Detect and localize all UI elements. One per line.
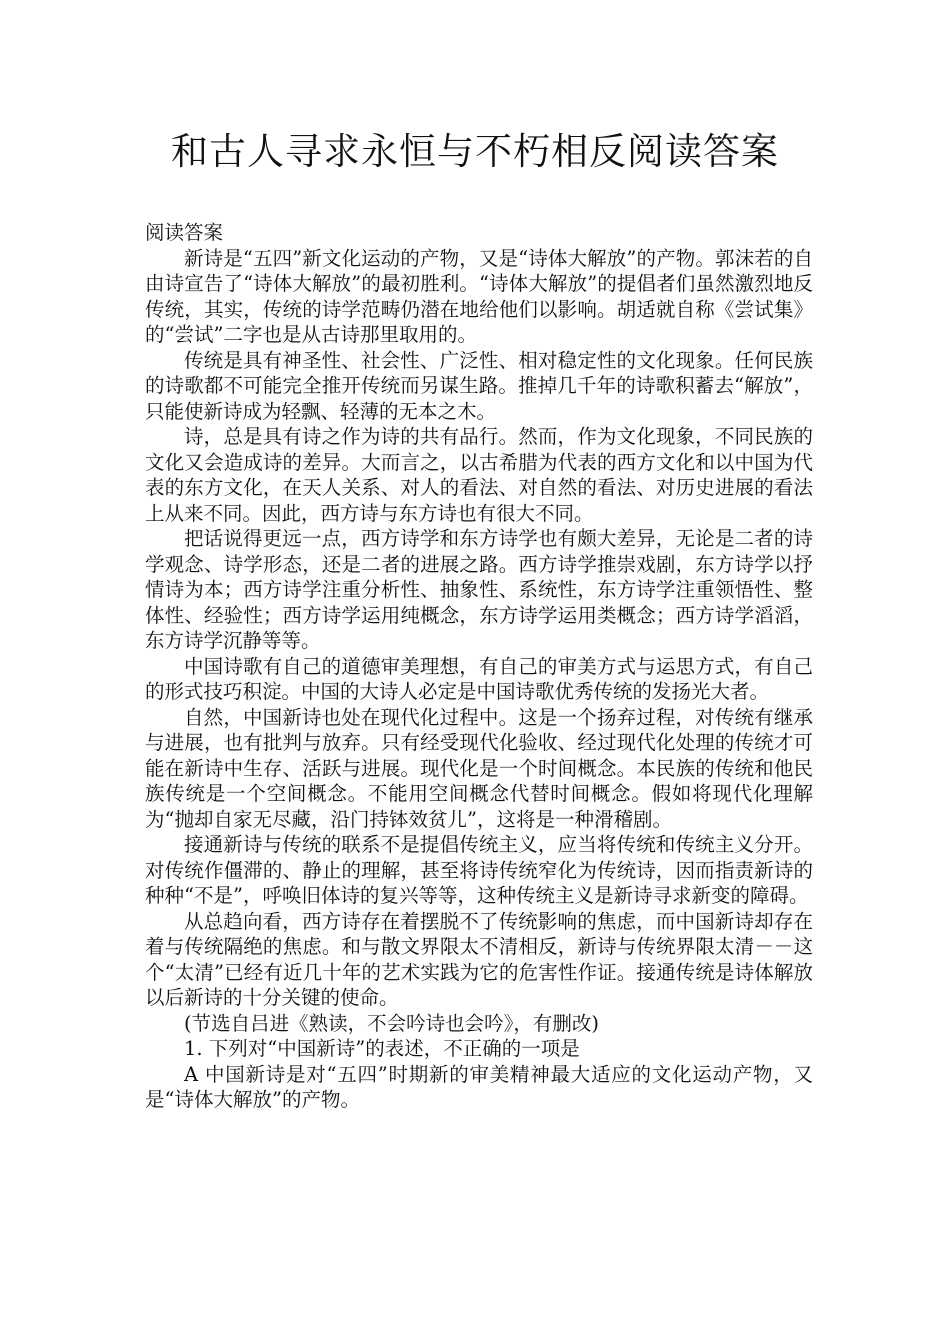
section-label: 阅读答案 bbox=[145, 221, 224, 244]
paragraph-3: 诗，总是具有诗之作为诗的共有品行。然而，作为文化现象，不同民族的文化又会造成诗的差异。大而言之，以古希腊为代表的西方文化和以中国为代表的东方文化，在天人关系、对人的看法、对自然的看法、对历史进展的看法上从来不同。因此，西方诗与东方诗也有很大不同。 bbox=[145, 425, 813, 525]
paragraph-6: 自然，中国新诗也处在现代化过程中。这是一个扬弃过程，对传统有继承与进展，也有批判与放弃。只有经受现代化验收、经过现代化处理的传统才可能在新诗中生存、活跃与进展。现代化是一个时间概念。本民族的传统和他民族传统是一个空间概念。不能用空间概念代替时间概念。假如将现代化理解为“抛却自家无尽藏，沿门持钵效贫儿”，这将是一种滑稽剧。 bbox=[145, 705, 813, 831]
document-body bbox=[145, 220, 813, 1113]
paragraph-8: 从总趋向看，西方诗存在着摆脱不了传统影响的焦虑，而中国新诗却存在着与传统隔绝的焦虑。和与散文界限太不清相反，新诗与传统界限太清－－这个“太清”已经有近几十年的艺术实践为它的危害性作证。接通传统是诗体解放以后新诗的十分关键的使命。 bbox=[145, 909, 813, 1009]
paragraph-4: 把话说得更远一点，西方诗学和东方诗学也有颇大差异，无论是二者的诗学观念、诗学形态，还是二者的进展之路。西方诗学推崇戏剧，东方诗学以抒情诗为本；西方诗学注重分析性、抽象性、系统性，东方诗学注重领悟性、整体性、经验性；西方诗学运用纯概念，东方诗学运用类概念；西方诗学滔滔，东方诗学沉静等等。 bbox=[145, 527, 813, 652]
paragraph-2: 传统是具有神圣性、社会性、广泛性、相对稳定性的文化现象。任何民族的诗歌都不可能完全推开传统而另谋生路。推掉几千年的诗歌积蓄去“解放”，只能使新诗成为轻飘、轻薄的无本之木。 bbox=[145, 348, 813, 423]
option-a: A 中国新诗是对“五四”时期新的审美精神最大适应的文化运动产物，又是“诗体大解放”的产物。 bbox=[145, 1062, 813, 1111]
document-title: 和古人寻求永恒与不朽相反阅读答案 bbox=[171, 130, 779, 173]
source-citation: (节选自吕进《熟读，不会吟诗也会吟》，有删改) bbox=[184, 1011, 599, 1035]
paragraph-5: 中国诗歌有自己的道德审美理想，有自己的审美方式与运思方式，有自己的形式技巧积淀。中国的大诗人必定是中国诗歌优秀传统的发扬光大者。 bbox=[145, 654, 813, 703]
paragraph-1: 新诗是“五四”新文化运动的产物，又是“诗体大解放”的产物。郭沫若的自由诗宣告了“诗体大解放”的最初胜利。“诗体大解放”的提倡者们虽然激烈地反传统，其实，传统的诗学范畴仍潜在地给他们以影响。胡适就自称《尝试集》的“尝试”二字也是从古诗那里取用的。 bbox=[145, 246, 813, 346]
question-1: 1. 下列对“中国新诗”的表述，不正确的一项是 bbox=[184, 1037, 580, 1060]
paragraph-7: 接通新诗与传统的联系不是提倡传统主义，应当将传统和传统主义分开。对传统作僵滞的、静止的理解，甚至将诗传统窄化为传统诗，因而指责新诗的种种“不是”，呼唤旧体诗的复兴等等，这种传统主义是新诗寻求新变的障碍。 bbox=[145, 833, 813, 907]
